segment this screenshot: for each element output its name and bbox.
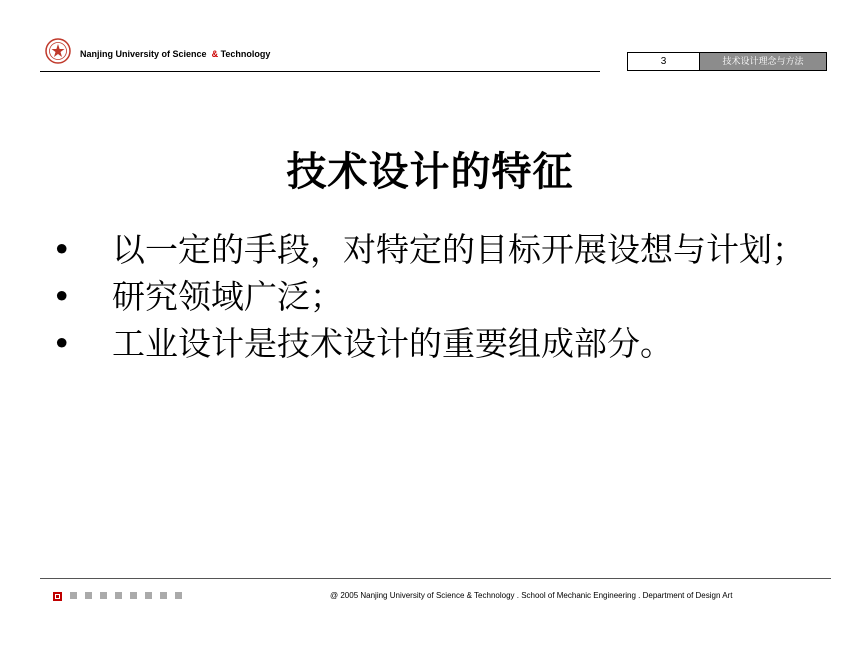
university-name-suffix: Technology	[220, 49, 271, 59]
slide-title: 技术设计的特征	[286, 149, 574, 195]
bullet-text: 以一定的手段，对特定的目标开展设想与计划；	[112, 230, 805, 269]
bullet-list	[50, 226, 830, 367]
nav-square[interactable]	[70, 592, 77, 599]
nav-square[interactable]	[175, 592, 182, 599]
bullet-text: 研究领域广泛；	[112, 277, 343, 316]
bullet-marker: •	[52, 277, 72, 316]
bullet-item	[50, 273, 830, 320]
bullet-item	[50, 320, 830, 367]
university-logo	[45, 38, 71, 64]
bullet-item	[50, 226, 830, 273]
bullet-marker: •	[52, 324, 72, 363]
copyright-text: @ 2005 Nanjing University of Science & Technology . School of Mechanic Engineering . Department of Design Art	[330, 591, 733, 600]
university-name-main: Nanjing University of Science	[80, 49, 207, 59]
page-number: 3	[627, 52, 700, 71]
nav-square[interactable]	[85, 592, 92, 599]
nav-square-current[interactable]	[53, 592, 62, 601]
header-divider	[40, 71, 600, 72]
nav-square[interactable]	[130, 592, 137, 599]
slide-nav-squares	[53, 592, 182, 601]
section-label: 技术设计理念与方法	[700, 52, 827, 71]
bullet-marker: •	[52, 230, 72, 269]
ampersand: &	[211, 49, 219, 59]
nav-square[interactable]	[145, 592, 152, 599]
footer-divider	[40, 578, 831, 579]
bullet-text: 工业设计是技术设计的重要组成部分。	[112, 324, 673, 363]
nav-square[interactable]	[100, 592, 107, 599]
nav-square[interactable]	[160, 592, 167, 599]
university-name	[80, 49, 270, 59]
nav-square[interactable]	[115, 592, 122, 599]
